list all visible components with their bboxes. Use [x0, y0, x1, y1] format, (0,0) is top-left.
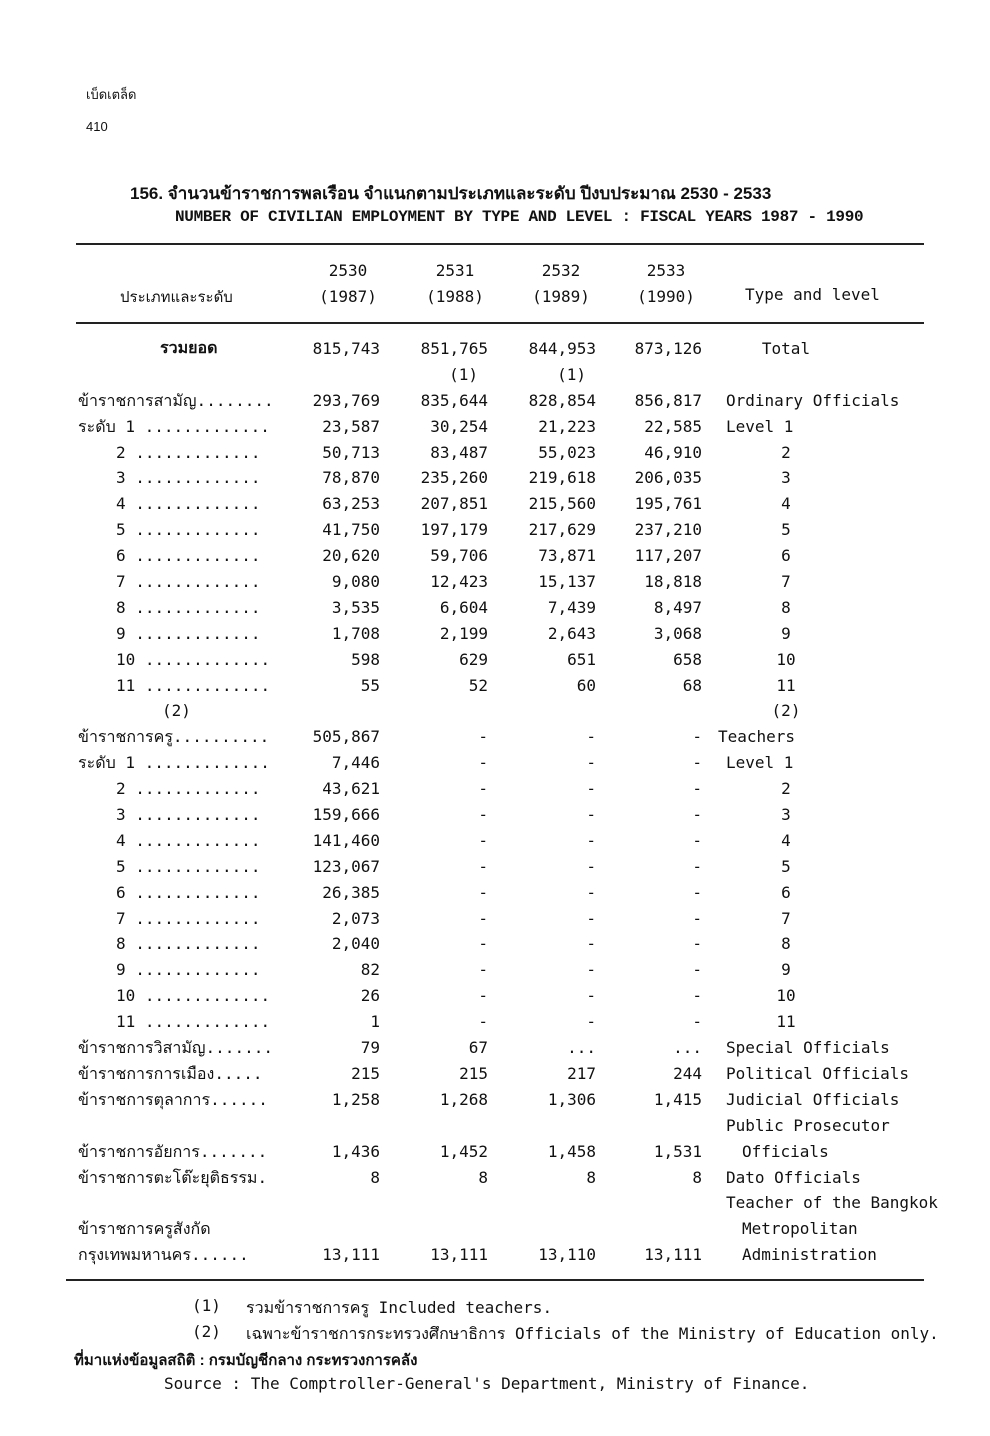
cell-2530: 2,040: [331, 934, 380, 954]
row-label: 7 .............: [116, 908, 261, 928]
cell-2530: 20,620: [322, 546, 380, 566]
footnote-2-text: เฉพาะข้าราชการกระทรวงศึกษาธิการ Officials of the Ministry of Education only.: [246, 1324, 939, 1343]
header-col-4: [621, 258, 711, 310]
table-row: [0, 440, 990, 466]
table-row: [0, 1216, 990, 1242]
cell-2533: -: [692, 779, 702, 799]
table-row: [0, 1087, 990, 1113]
cell-2531: 2,199: [439, 623, 488, 643]
cell-2530: 3,535: [331, 597, 380, 617]
cell-2530: 2,073: [331, 908, 380, 928]
row-label-english: 6: [781, 882, 791, 902]
header-type-level-english: Type and level: [745, 285, 880, 304]
section-header: เบ็ดเตล็ด: [86, 87, 137, 102]
cell-2533: -: [692, 986, 702, 1006]
cell-2530: 1,258: [331, 1089, 380, 1109]
cell-2530: 7,446: [331, 753, 380, 773]
cell-2530: 815,743: [312, 339, 380, 358]
source-thai: ที่มาแห่งข้อมูลสถิติ : กรมบัญชีกลาง กระทรวงการคลัง: [74, 1352, 418, 1369]
table-row: [0, 595, 990, 621]
row-label: ข้าราชการครูสังกัด: [78, 1219, 211, 1239]
table-body: [0, 336, 990, 1268]
cell-2531: -: [478, 830, 488, 850]
cell-2533: -: [692, 727, 702, 747]
cell-2532: 1,306: [547, 1089, 596, 1109]
table-row: [0, 776, 990, 802]
cell-2532: -: [586, 805, 596, 825]
cell-2533: 13,111: [644, 1245, 702, 1265]
cell-2530: 505,867: [312, 727, 380, 747]
cell-2533: -: [692, 856, 702, 876]
cell-2533: -: [692, 960, 702, 980]
cell-2533: 244: [673, 1063, 702, 1083]
row-label-english: Dato Officials: [726, 1167, 861, 1187]
row-label-english: Public Prosecutor: [726, 1115, 890, 1135]
cell-2532: (1): [557, 364, 586, 384]
row-label-english: Level 1: [726, 416, 794, 436]
table-row: [0, 673, 990, 699]
cell-2532: -: [586, 1012, 596, 1032]
table-row: [0, 1035, 990, 1061]
header-rule: [76, 322, 924, 324]
row-label: ระดับ 1 .............: [78, 416, 270, 436]
row-label: (2): [162, 701, 191, 721]
cell-2531: 30,254: [430, 416, 488, 436]
header-col-1: [303, 258, 393, 310]
row-label: ข้าราชการวิสามัญ.......: [78, 1038, 273, 1058]
cell-2531: -: [478, 908, 488, 928]
cell-2531: 83,487: [430, 442, 488, 462]
cell-2531: -: [478, 1012, 488, 1032]
row-label-english: 2: [781, 442, 791, 462]
cell-2530: 13,111: [322, 1245, 380, 1265]
cell-2532: 217: [567, 1063, 596, 1083]
header-col-4-thai-year: 2533: [646, 261, 686, 280]
table-row: [0, 1113, 990, 1139]
header-col-3: [516, 258, 606, 310]
cell-2531: 6,604: [439, 597, 488, 617]
cell-2532: 828,854: [528, 390, 596, 410]
table-row: [0, 543, 990, 569]
cell-2532: 21,223: [538, 416, 596, 436]
header-col-2-year: (1988): [426, 287, 484, 306]
cell-2533: 658: [673, 649, 702, 669]
cell-2532: 219,618: [528, 468, 596, 488]
header-col-2: [410, 258, 500, 310]
row-label-english: (2): [771, 701, 801, 721]
row-label: 2 .............: [116, 779, 261, 799]
cell-2533: 46,910: [644, 442, 702, 462]
cell-2532: 60: [576, 675, 596, 695]
cell-2531: 629: [459, 649, 488, 669]
cell-2530: 1,436: [331, 1141, 380, 1161]
table-row: [0, 828, 990, 854]
cell-2531: -: [478, 727, 488, 747]
cell-2531: 12,423: [430, 572, 488, 592]
row-label: 3 .............: [116, 805, 261, 825]
cell-2532: -: [586, 830, 596, 850]
cell-2531: 207,851: [420, 494, 488, 514]
cell-2530: 159,666: [312, 805, 380, 825]
header-type-level-thai: ประเภทและระดับ: [120, 289, 233, 306]
cell-2532: 217,629: [528, 520, 596, 540]
cell-2533: 195,761: [634, 494, 702, 514]
row-label-english: 6: [781, 546, 791, 566]
cell-2532: -: [586, 986, 596, 1006]
cell-2530: 23,587: [322, 416, 380, 436]
cell-2530: 141,460: [312, 830, 380, 850]
header-col-1-year: (1987): [319, 287, 377, 306]
table-row: [0, 1009, 990, 1035]
row-label-english: Total: [761, 339, 811, 358]
table-row: [0, 724, 990, 750]
cell-2532: -: [586, 908, 596, 928]
table-title-english: NUMBER OF CIVILIAN EMPLOYMENT BY TYPE AND LEVEL : FISCAL YEARS 1987 - 1990: [175, 208, 864, 226]
header-col-1-thai-year: 2530: [328, 261, 368, 280]
row-label-english: 9: [781, 623, 791, 643]
header-col-3-thai-year: 2532: [541, 261, 581, 280]
table-row: [0, 569, 990, 595]
cell-2532: -: [586, 779, 596, 799]
cell-2533: -: [692, 805, 702, 825]
cell-2532: 844,953: [528, 339, 596, 358]
cell-2530: 293,769: [312, 390, 380, 410]
cell-2531: 1,452: [439, 1141, 488, 1161]
cell-2533: 1,531: [653, 1141, 702, 1161]
row-label-english: Officials: [742, 1141, 829, 1161]
row-label-english: 7: [781, 572, 791, 592]
cell-2533: 1,415: [653, 1089, 702, 1109]
row-label-english: 8: [781, 934, 791, 954]
cell-2532: -: [586, 856, 596, 876]
row-label: 7 .............: [116, 572, 261, 592]
table-row: [0, 1139, 990, 1165]
cell-2531: -: [478, 934, 488, 954]
row-label-english: 11: [776, 1012, 796, 1032]
cell-2533: 3,068: [653, 623, 702, 643]
cell-2530: 55: [360, 675, 380, 695]
row-label-english: Teachers: [718, 727, 796, 747]
cell-2531: 835,644: [420, 390, 488, 410]
cell-2532: 651: [567, 649, 596, 669]
row-label: 3 .............: [116, 468, 261, 488]
cell-2530: 79: [360, 1038, 380, 1058]
table-row: [0, 336, 990, 362]
cell-2533: 68: [682, 675, 702, 695]
row-label: กรุงเทพมหานคร......: [78, 1245, 249, 1265]
row-label-english: Political Officials: [726, 1063, 910, 1083]
row-label: รวมยอด: [160, 340, 218, 357]
row-label: 9 .............: [116, 623, 261, 643]
table-row: [0, 517, 990, 543]
cell-2531: -: [478, 960, 488, 980]
cell-2530: 82: [360, 960, 380, 980]
cell-2533: 18,818: [644, 572, 702, 592]
row-label-english: 5: [781, 520, 791, 540]
row-label: 2 .............: [116, 442, 261, 462]
cell-2530: 26: [360, 986, 380, 1006]
row-label-english: 8: [781, 597, 791, 617]
row-label-english: 4: [781, 830, 791, 850]
cell-2532: 215,560: [528, 494, 596, 514]
row-label: 6 .............: [116, 546, 261, 566]
row-label: ข้าราชการครู..........: [78, 727, 270, 747]
cell-2530: 215: [351, 1063, 380, 1083]
cell-2532: 13,110: [538, 1245, 596, 1265]
row-label-english: 2: [781, 779, 791, 799]
header-col-2-thai-year: 2531: [435, 261, 475, 280]
row-label: ข้าราชการตุลาการ......: [78, 1089, 268, 1109]
table-row: [0, 983, 990, 1009]
row-label: 6 .............: [116, 882, 261, 902]
cell-2530: 41,750: [322, 520, 380, 540]
table-row: [0, 491, 990, 517]
row-label: ข้าราชการตะโต๊ะยุติธรรม.: [78, 1167, 268, 1187]
cell-2531: 8: [478, 1167, 488, 1187]
row-label: 8 .............: [116, 934, 261, 954]
table-row: [0, 802, 990, 828]
cell-2533: 22,585: [644, 416, 702, 436]
cell-2531: -: [478, 779, 488, 799]
row-label-english: Teacher of the Bangkok: [726, 1193, 938, 1213]
cell-2532: -: [586, 727, 596, 747]
cell-2533: 206,035: [634, 468, 702, 488]
cell-2533: -: [692, 908, 702, 928]
row-label-english: 4: [781, 494, 791, 514]
row-label: 10 .............: [116, 986, 271, 1006]
row-label: 9 .............: [116, 960, 261, 980]
cell-2533: ...: [673, 1038, 702, 1058]
cell-2531: -: [478, 753, 488, 773]
cell-2533: 8,497: [653, 597, 702, 617]
cell-2532: 55,023: [538, 442, 596, 462]
cell-2533: -: [692, 753, 702, 773]
row-label-english: 10: [776, 649, 796, 669]
row-label: 11 .............: [116, 1012, 271, 1032]
cell-2533: 117,207: [634, 546, 702, 566]
row-label: ข้าราชการการเมือง.....: [78, 1063, 263, 1083]
cell-2531: 235,260: [420, 468, 488, 488]
source-english: Source : The Comptroller-General's Department, Ministry of Finance.: [164, 1374, 810, 1393]
row-label: 4 .............: [116, 830, 261, 850]
cell-2532: 7,439: [547, 597, 596, 617]
cell-2532: 8: [586, 1167, 596, 1187]
cell-2532: -: [586, 753, 596, 773]
row-label-english: 3: [781, 468, 791, 488]
cell-2531: 215: [459, 1063, 488, 1083]
row-label: 4 .............: [116, 494, 261, 514]
cell-2532: -: [586, 882, 596, 902]
table-row: [0, 1242, 990, 1268]
row-label: ข้าราชการอัยการ.......: [78, 1141, 268, 1161]
cell-2531: 13,111: [430, 1245, 488, 1265]
cell-2533: 856,817: [634, 390, 702, 410]
cell-2530: 9,080: [331, 572, 380, 592]
table-row: [0, 880, 990, 906]
cell-2532: ...: [567, 1038, 596, 1058]
table-row: [0, 621, 990, 647]
cell-2532: 2,643: [547, 623, 596, 643]
table-row: [0, 1165, 990, 1191]
cell-2533: 237,210: [634, 520, 702, 540]
bottom-rule: [66, 1279, 924, 1281]
footnote-1-mark: (1): [192, 1296, 221, 1315]
cell-2530: 598: [351, 649, 380, 669]
cell-2533: -: [692, 882, 702, 902]
row-label: 5 .............: [116, 856, 261, 876]
cell-2532: -: [586, 934, 596, 954]
header-col-4-year: (1990): [637, 287, 695, 306]
cell-2530: 26,385: [322, 882, 380, 902]
footnote-2-mark: (2): [192, 1322, 221, 1341]
cell-2532: 1,458: [547, 1141, 596, 1161]
cell-2531: 1,268: [439, 1089, 488, 1109]
table-row: [0, 698, 990, 724]
cell-2533: -: [692, 830, 702, 850]
table-row: [0, 362, 990, 388]
cell-2530: 78,870: [322, 468, 380, 488]
cell-2533: 873,126: [634, 339, 702, 358]
row-label: ระดับ 1 .............: [78, 753, 270, 773]
cell-2531: 197,179: [420, 520, 488, 540]
table-row: [0, 1190, 990, 1216]
table-row: [0, 931, 990, 957]
cell-2531: 52: [468, 675, 488, 695]
row-label-english: Metropolitan: [742, 1219, 858, 1239]
cell-2530: 63,253: [322, 494, 380, 514]
row-label-english: 9: [781, 960, 791, 980]
header-col-3-year: (1989): [532, 287, 590, 306]
cell-2532: 73,871: [538, 546, 596, 566]
cell-2531: -: [478, 856, 488, 876]
cell-2533: -: [692, 934, 702, 954]
row-label-english: 10: [776, 986, 796, 1006]
row-label-english: Level 1: [726, 753, 794, 773]
table-row: [0, 388, 990, 414]
cell-2531: -: [478, 882, 488, 902]
cell-2531: 851,765: [420, 339, 488, 358]
row-label-english: 7: [781, 908, 791, 928]
cell-2530: 1: [370, 1012, 380, 1032]
row-label: 10 .............: [116, 649, 271, 669]
row-label-english: 5: [781, 856, 791, 876]
cell-2532: -: [586, 960, 596, 980]
cell-2530: 1,708: [331, 623, 380, 643]
row-label: 5 .............: [116, 520, 261, 540]
cell-2533: 8: [692, 1167, 702, 1187]
table-row: [0, 750, 990, 776]
table-row: [0, 414, 990, 440]
cell-2530: 8: [370, 1167, 380, 1187]
table-row: [0, 647, 990, 673]
row-label-english: 3: [781, 805, 791, 825]
page-number: 410: [86, 119, 108, 134]
table-row: [0, 854, 990, 880]
cell-2530: 43,621: [322, 779, 380, 799]
cell-2532: 15,137: [538, 572, 596, 592]
cell-2530: 123,067: [312, 856, 380, 876]
cell-2531: -: [478, 986, 488, 1006]
cell-2530: 50,713: [322, 442, 380, 462]
table-row: [0, 957, 990, 983]
top-rule: [76, 243, 924, 245]
table-row: [0, 1061, 990, 1087]
row-label-english: Ordinary Officials: [726, 390, 900, 410]
row-label-english: Administration: [742, 1245, 877, 1265]
row-label-english: Special Officials: [726, 1038, 890, 1058]
row-label: 8 .............: [116, 597, 261, 617]
row-label-english: 11: [776, 675, 796, 695]
table-title-thai: 156. จำนวนข้าราชการพลเรือน จำแนกตามประเภทและระดับ ปีงบประมาณ 2530 - 2533: [130, 184, 772, 203]
cell-2531: 59,706: [430, 546, 488, 566]
cell-2531: (1): [449, 364, 478, 384]
row-label: 11 .............: [116, 675, 271, 695]
cell-2533: -: [692, 1012, 702, 1032]
cell-2531: -: [478, 805, 488, 825]
row-label-english: Judicial Officials: [726, 1089, 900, 1109]
table-row: [0, 906, 990, 932]
table-row: [0, 465, 990, 491]
footnote-1-text: รวมข้าราชการครู Included teachers.: [246, 1298, 553, 1317]
row-label: ข้าราชการสามัญ........: [78, 390, 274, 410]
cell-2531: 67: [468, 1038, 488, 1058]
